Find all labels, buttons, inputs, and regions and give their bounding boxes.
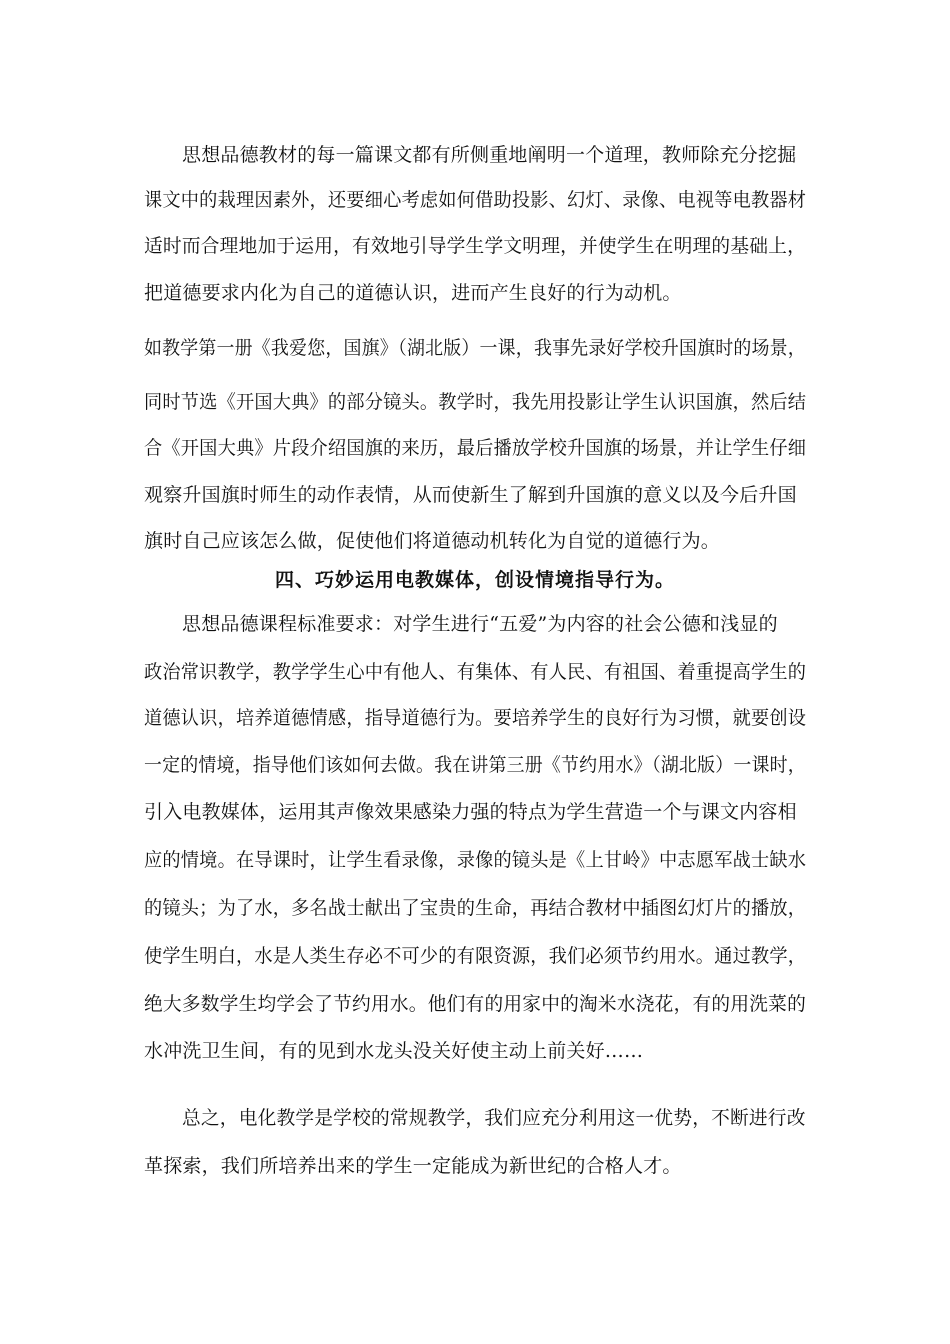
- paragraph-3-line-5: 引入电教媒体，运用其声像效果感染力强的特点为学生营造一个与课文内容相: [144, 801, 797, 823]
- paragraph-4-line-1: 总之，电化教学是学校的常规教学，我们应充分利用这一优势，不断进行改: [182, 1107, 806, 1129]
- paragraph-4-line-2: 革探索，我们所培养出来的学生一定能成为新世纪的合格人才。: [144, 1155, 682, 1177]
- paragraph-2-line-1: 如教学第一册《我爱您，国旗》（湖北版）一课，我事先录好学校升国旗时的场景，: [144, 337, 806, 359]
- section-heading: 四、巧妙运用电教媒体，创设情境指导行为。: [274, 569, 675, 591]
- paragraph-1-line-3: 适时而合理地加于运用，有效地引导学生学文明理，并使学生在明理的基础上，: [144, 235, 807, 257]
- paragraph-2-line-2: 同时节选《开国大典》的部分镜头。教学时，我先用投影让学生认识国旗，然后结: [144, 391, 807, 413]
- paragraph-1-line-1: 思想品德教材的每一篇课文都有所侧重地阐明一个道理，教师除充分挖掘: [182, 144, 797, 166]
- paragraph-2-line-3: 合《开国大典》片段介绍国旗的来历，最后播放学校升国旗的场景，并让学生仔细: [144, 437, 807, 459]
- paragraph-3-line-2: 政治常识教学，教学学生心中有他人、有集体、有人民、有祖国、着重提高学生的: [144, 661, 807, 683]
- paragraph-3-line-3: 道德认识，培养道德情感，指导道德行为。要培养学生的良好行为习惯，就要创设: [144, 707, 807, 729]
- paragraph-2-line-4: 观察升国旗时师生的动作表情，从而使新生了解到升国旗的意义以及今后升国: [144, 484, 797, 506]
- paragraph-3-line-6: 应的情境。在导课时，让学生看录像，录像的镜头是《上甘岭》中志愿军战士缺水: [144, 849, 807, 871]
- paragraph-1-line-4: 把道德要求内化为自己的道德认识，进而产生良好的行为动机。: [144, 282, 682, 304]
- paragraph-2-line-5: 旗时自己应该怎么做，促使他们将道德动机转化为自觉的道德行为。: [144, 530, 721, 552]
- paragraph-3-line-9: 绝大多数学生均学会了节约用水。他们有的用家中的淘米水浇花，有的用洗菜的: [144, 993, 807, 1015]
- paragraph-1-line-2: 课文中的栽理因素外，还要细心考虑如何借助投影、幻灯、录像、电视等电教器材: [144, 189, 807, 211]
- paragraph-3-line-8: 使学生明白，水是人类生存必不可少的有限资源，我们必须节约用水。通过教学，: [144, 945, 807, 967]
- paragraph-3-line-10: 水冲洗卫生间，有的见到水龙头没关好使主动上前关好……: [144, 1040, 644, 1062]
- paragraph-3-line-4: 一定的情境，指导他们该如何去做。我在讲第三册《节约用水》（湖北版）一课时，: [144, 754, 806, 776]
- paragraph-3-line-1: 思想品德课程标准要求：对学生进行“五爱”为内容的社会公德和浅显的: [182, 613, 778, 635]
- paragraph-3-line-7: 的镜头；为了水，多名战士献出了宝贵的生命，再结合教材中插图幻灯片的播放，: [144, 897, 807, 919]
